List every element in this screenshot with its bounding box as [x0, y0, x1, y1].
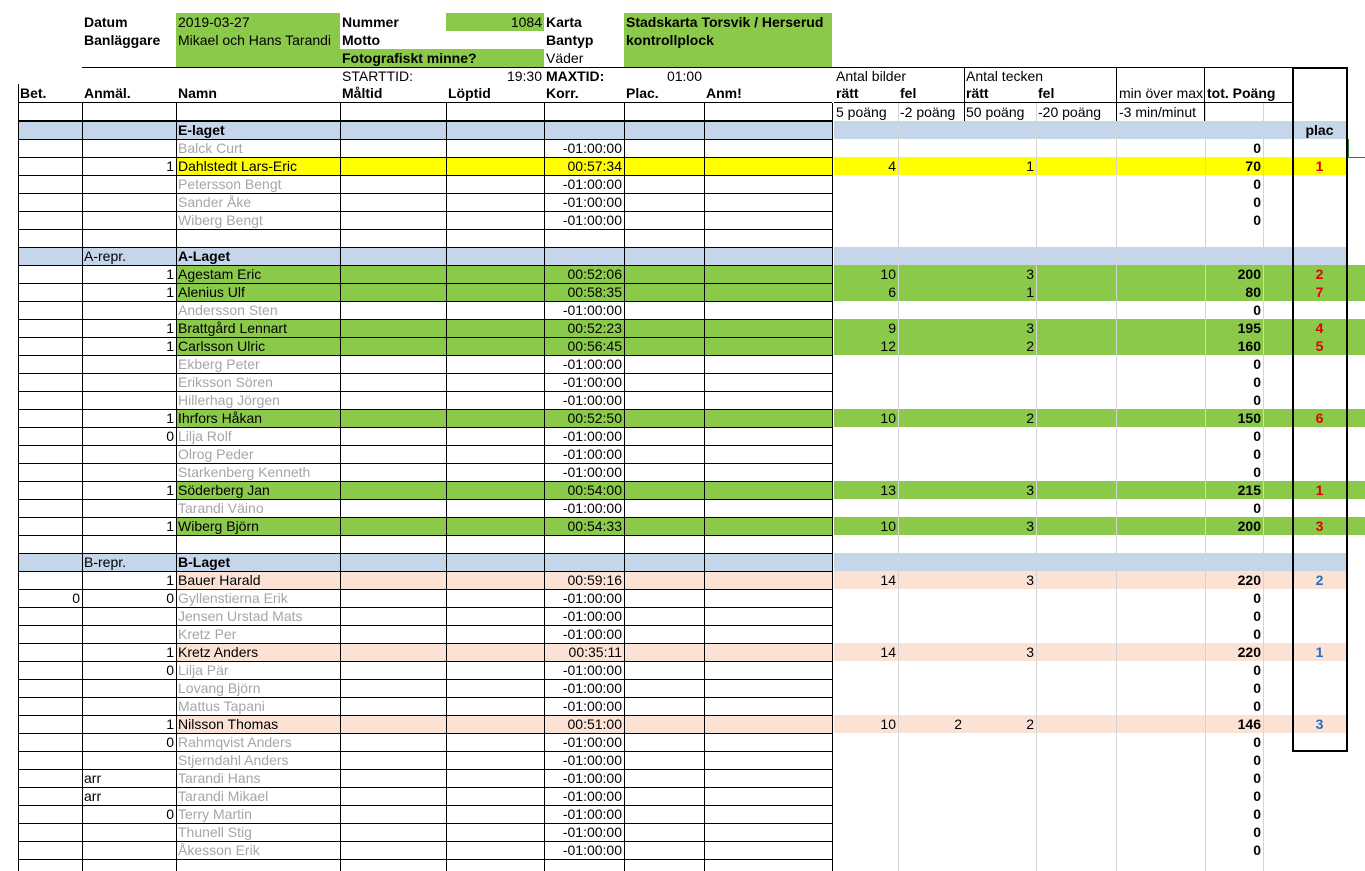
row-line [18, 805, 832, 806]
name-cell[interactable]: Kretz Per [178, 626, 237, 642]
anmal-cell[interactable]: 1 [166, 518, 174, 534]
right-col-line [1116, 121, 1117, 871]
points-min-over-max: -3 min/minut [1119, 104, 1197, 120]
plac-box-left [1292, 67, 1294, 751]
bet-cell[interactable]: arr [84, 788, 102, 804]
name-cell[interactable]: Tarandi Hans [178, 770, 261, 786]
tot-poang-cell[interactable]: 0 [1253, 140, 1261, 156]
row-highlight-right [834, 643, 1347, 661]
tot-poang-cell[interactable]: 150 [1237, 410, 1261, 426]
tot-poang-cell[interactable]: 0 [1253, 464, 1261, 480]
col-min-over-max: min över max [1119, 85, 1204, 101]
starttid-label: STARTTID: [342, 68, 414, 84]
col-tot-poang: tot. Poäng [1207, 85, 1276, 101]
row-line [18, 139, 832, 140]
name-cell[interactable]: Tarandi Mikael [178, 788, 269, 804]
tot-poang-cell[interactable]: 0 [1253, 806, 1261, 822]
korr-cell[interactable]: -01:00:00 [562, 806, 622, 822]
korr-cell[interactable]: -01:00:00 [562, 734, 622, 750]
bantyp-label: Bantyp [546, 32, 594, 48]
name-cell[interactable]: Gyllenstierna Erik [178, 590, 288, 606]
plac-cell[interactable]: 7 [1315, 284, 1324, 300]
row-line [18, 157, 832, 158]
row-line [18, 301, 832, 302]
korr-cell[interactable]: -01:00:00 [562, 770, 622, 786]
ratt-bilder-cell[interactable]: 9 [888, 320, 896, 336]
ratt-tecken-cell[interactable]: 2 [1026, 716, 1034, 732]
name-cell[interactable]: Åkesson Erik [178, 842, 260, 858]
col-line [704, 103, 705, 871]
team-name: E-laget [178, 122, 225, 138]
name-cell[interactable]: Rahmqvist Anders [178, 734, 292, 750]
korr-cell[interactable]: -01:00:00 [562, 392, 622, 408]
team-repr: B-repr. [84, 554, 127, 570]
korr-cell[interactable]: -01:00:00 [562, 464, 622, 480]
team-row-band-right [834, 247, 1347, 265]
name-cell[interactable]: Lilja Rolf [178, 428, 232, 444]
col-line [544, 103, 545, 871]
korr-cell[interactable]: 00:52:23 [567, 320, 622, 336]
row-line [18, 193, 832, 194]
korr-cell[interactable]: 00:35:11 [568, 644, 622, 660]
row-line [18, 751, 832, 752]
col-fel-bilder: fel [900, 85, 917, 101]
row-line [18, 211, 832, 212]
plac-cell[interactable]: 1 [1315, 644, 1324, 660]
anmal-cell[interactable]: 0 [166, 428, 174, 444]
vader-label: Väder [546, 50, 584, 66]
name-cell[interactable]: Petersson Bengt [178, 176, 282, 192]
plac-cell[interactable]: 3 [1315, 518, 1324, 534]
right-col-line [1036, 103, 1037, 871]
anmal-cell[interactable]: 0 [166, 806, 174, 822]
row-highlight-right [834, 265, 1365, 283]
ratt-bilder-cell[interactable]: 10 [880, 266, 896, 282]
plac-cell[interactable]: 6 [1315, 410, 1324, 426]
tot-poang-cell[interactable]: 0 [1253, 194, 1261, 210]
name-cell[interactable]: Starkenberg Kenneth [178, 464, 311, 480]
row-line [18, 355, 832, 356]
tot-poang-cell[interactable]: 0 [1253, 608, 1261, 624]
tot-poang-cell[interactable]: 0 [1253, 446, 1261, 462]
row-line [18, 337, 832, 338]
ratt-bilder-cell[interactable]: 12 [880, 338, 896, 354]
points-fel-bilder: -2 poäng [900, 104, 956, 120]
name-cell[interactable]: Kretz Anders [178, 644, 259, 660]
anmal-cell[interactable]: 1 [166, 284, 174, 300]
datum-label: Datum [84, 14, 128, 30]
motto-value[interactable]: Fotografiskt minne? [340, 49, 544, 67]
header-top-line [82, 67, 1292, 68]
plac-box-bottom [1292, 750, 1348, 752]
row-line [18, 859, 832, 860]
name-cell[interactable]: Alenius Ulf [178, 284, 245, 300]
tot-poang-cell[interactable]: 0 [1253, 590, 1261, 606]
korr-cell[interactable]: -01:00:00 [562, 842, 622, 858]
tot-poang-cell[interactable]: 0 [1253, 356, 1261, 372]
korr-cell[interactable]: 00:59:16 [567, 572, 622, 588]
row-line [18, 625, 832, 626]
korr-cell[interactable]: -01:00:00 [562, 752, 622, 768]
name-cell[interactable]: Eriksson Sören [178, 374, 273, 390]
korr-cell[interactable]: -01:00:00 [562, 140, 622, 156]
tot-poang-cell[interactable]: 0 [1253, 770, 1261, 786]
name-cell[interactable]: Terry Martin [178, 806, 252, 822]
right-header-line [1116, 67, 1117, 121]
name-cell[interactable]: Ekberg Peter [178, 356, 260, 372]
plac-cell[interactable]: 4 [1315, 320, 1324, 336]
tot-poang-cell[interactable]: 70 [1245, 158, 1261, 174]
korr-cell[interactable]: -01:00:00 [562, 824, 622, 840]
col-plac: Plac. [626, 85, 659, 101]
maxtid-value[interactable]: 01:00 [666, 68, 702, 84]
name-cell[interactable]: Brattgård Lennart [178, 320, 287, 336]
points-ratt-tecken: 50 poäng [966, 104, 1025, 120]
bet-cell[interactable]: arr [84, 770, 102, 786]
tot-poang-cell[interactable]: 0 [1253, 374, 1261, 390]
name-cell[interactable]: Jensen Urstad Mats [178, 608, 303, 624]
col-ratt-bilder: rätt [836, 85, 859, 101]
korr-cell[interactable]: 00:58:35 [567, 284, 622, 300]
name-cell[interactable]: Mattus Tapani [178, 698, 265, 714]
row-line [18, 733, 832, 734]
anmal-cell[interactable]: 1 [166, 644, 174, 660]
row-line [18, 319, 832, 320]
team-name: B-Laget [178, 554, 231, 570]
anmal-cell[interactable]: 0 [166, 734, 174, 750]
row-line [18, 265, 832, 266]
tot-poang-cell[interactable]: 220 [1237, 644, 1261, 660]
ratt-tecken-cell[interactable]: 3 [1026, 266, 1034, 282]
name-cell[interactable]: Thunell Stig [178, 824, 252, 840]
korr-cell[interactable]: -01:00:00 [562, 608, 622, 624]
banlaggare-value[interactable]: Mikael och Hans Tarandi [176, 31, 340, 67]
col-fel-tecken: fel [1038, 85, 1055, 101]
name-cell[interactable]: Ihrfors Håkan [178, 410, 263, 426]
name-cell[interactable]: Agestam Eric [178, 266, 262, 282]
team-repr: A-repr. [84, 248, 127, 264]
anmal-cell[interactable]: 0 [166, 662, 174, 678]
col-korr: Korr. [546, 85, 579, 101]
name-cell[interactable]: Sander Åke [178, 194, 252, 210]
team-repr [82, 121, 176, 139]
tot-poang-cell[interactable]: 0 [1253, 302, 1261, 318]
row-highlight-right [834, 571, 1347, 589]
ratt-bilder-cell[interactable]: 10 [880, 518, 896, 534]
plac-cell[interactable]: 3 [1315, 716, 1324, 732]
row-line [18, 769, 832, 770]
ratt-bilder-cell[interactable]: 14 [880, 644, 896, 660]
points-fel-tecken: -20 poäng [1038, 104, 1102, 120]
row-highlight-right [834, 337, 1365, 355]
col-anm: Anm! [706, 85, 742, 101]
right-col-line [1263, 103, 1264, 871]
plac-cell[interactable]: 2 [1315, 266, 1324, 282]
tot-poang-cell[interactable]: 0 [1253, 752, 1261, 768]
plac-cell[interactable]: 1 [1315, 482, 1324, 498]
row-line [18, 571, 832, 572]
motto-label: Motto [342, 32, 381, 48]
row-line [18, 517, 832, 518]
tot-poang-cell[interactable]: 80 [1245, 284, 1261, 300]
ratt-tecken-cell[interactable]: 1 [1026, 284, 1034, 300]
tot-poang-cell[interactable]: 215 [1237, 482, 1261, 498]
korr-cell[interactable]: -01:00:00 [562, 590, 622, 606]
row-line [18, 787, 832, 788]
ratt-tecken-cell[interactable]: 2 [1026, 410, 1034, 426]
col-maltid: Måltid [342, 85, 383, 101]
col-loptid: Löptid [448, 85, 491, 101]
name-cell[interactable]: Tarandi Väino [178, 500, 264, 516]
ratt-tecken-cell[interactable]: 3 [1026, 518, 1034, 534]
row-line [18, 661, 832, 662]
name-cell[interactable]: Dahlstedt Lars-Eric [178, 158, 298, 174]
datum-value[interactable]: 2019-03-27 [176, 13, 340, 31]
row-line [18, 607, 832, 608]
tot-poang-cell[interactable]: 0 [1253, 824, 1261, 840]
team-row-band-right [834, 121, 1347, 139]
row-line [18, 643, 832, 644]
tot-poang-cell[interactable]: 200 [1237, 266, 1261, 282]
row-highlight-right [834, 283, 1365, 301]
korr-cell[interactable]: -01:00:00 [562, 626, 622, 642]
korr-cell[interactable]: 00:54:00 [567, 482, 622, 498]
name-cell[interactable]: Carlsson Ulric [178, 338, 266, 354]
name-cell[interactable]: Stjerndahl Anders [178, 752, 289, 768]
plac-cell[interactable]: 2 [1315, 572, 1324, 588]
fel-bilder-cell[interactable]: 2 [954, 716, 962, 732]
banlaggare-label: Banläggare [84, 32, 161, 48]
anmal-cell[interactable]: 1 [166, 266, 174, 282]
korr-cell[interactable]: 00:54:33 [567, 518, 622, 534]
nummer-value[interactable]: 1084 [446, 13, 544, 31]
row-line [18, 445, 832, 446]
ratt-bilder-cell[interactable]: 10 [880, 410, 896, 426]
starttid-value[interactable]: 19:30 [506, 68, 542, 84]
tot-poang-cell[interactable]: 0 [1253, 500, 1261, 516]
row-line [18, 715, 832, 716]
karta-value[interactable]: Stadskarta Torsvik / Herserud [624, 13, 832, 31]
team-row-band-right [834, 553, 1347, 571]
row-line [18, 679, 832, 680]
right-header-line [1204, 67, 1205, 121]
korr-cell[interactable]: -01:00:00 [562, 212, 622, 228]
row-line [18, 499, 832, 500]
anmal-cell[interactable]: 1 [166, 158, 174, 174]
name-cell[interactable]: Lovang Björn [178, 680, 261, 696]
tot-poang-cell[interactable]: 160 [1237, 338, 1261, 354]
ratt-tecken-cell[interactable]: 3 [1026, 320, 1034, 336]
korr-cell[interactable]: 00:51:00 [567, 716, 622, 732]
right-header-line [964, 67, 965, 121]
tot-poang-cell[interactable]: 0 [1253, 428, 1261, 444]
ratt-tecken-cell[interactable]: 3 [1026, 482, 1034, 498]
antal-bilder-header: Antal bilder [836, 68, 907, 84]
tot-poang-cell[interactable]: 220 [1237, 572, 1261, 588]
tot-poang-cell[interactable]: 200 [1237, 518, 1261, 534]
name-cell[interactable]: Wiberg Björn [178, 518, 259, 534]
name-cell[interactable]: Balck Curt [178, 140, 243, 156]
anmal-cell[interactable]: 0 [166, 590, 174, 606]
row-line [18, 229, 832, 230]
korr-cell[interactable]: -01:00:00 [562, 788, 622, 804]
team-name: A-Laget [178, 248, 231, 264]
korr-cell[interactable]: -01:00:00 [562, 374, 622, 390]
selection-line [1348, 139, 1349, 157]
bantyp-value[interactable]: kontrollplock [624, 31, 832, 67]
right-col-line [1205, 103, 1206, 871]
plac-box-right [1346, 67, 1348, 751]
anmal-cell[interactable]: 1 [166, 338, 174, 354]
korr-cell[interactable]: 00:57:34 [567, 158, 622, 174]
col-namn: Namn [178, 85, 217, 101]
anmal-cell[interactable]: 1 [166, 410, 174, 426]
row-line [18, 589, 832, 590]
tot-poang-cell[interactable]: 0 [1253, 734, 1261, 750]
row-highlight-right [834, 481, 1365, 499]
ratt-bilder-cell[interactable]: 4 [888, 158, 896, 174]
col-line [446, 103, 447, 871]
row-line [18, 535, 832, 536]
plac-cell[interactable]: 5 [1315, 338, 1324, 354]
tot-poang-cell[interactable]: 195 [1237, 320, 1261, 336]
korr-cell[interactable]: 00:52:50 [567, 410, 622, 426]
plac-header: plac [1305, 122, 1334, 138]
header-line [18, 120, 832, 121]
name-cell[interactable]: Lilja Pär [178, 662, 229, 678]
row-highlight-right [834, 517, 1365, 535]
row-line [18, 391, 832, 392]
right-col-line [898, 103, 899, 871]
name-cell[interactable]: Hillerhag Jörgen [178, 392, 280, 408]
antal-tecken-header: Antal tecken [966, 68, 1044, 84]
korr-cell[interactable]: -01:00:00 [562, 176, 622, 192]
row-line [18, 697, 832, 698]
row-line [18, 481, 832, 482]
tot-poang-cell[interactable]: 146 [1237, 716, 1261, 732]
col-line [832, 103, 833, 871]
col-line [18, 84, 19, 871]
anmal-cell[interactable]: 1 [166, 482, 174, 498]
col-ratt-tecken: rätt [966, 85, 989, 101]
korr-cell[interactable]: -01:00:00 [562, 194, 622, 210]
bet-cell[interactable]: 0 [72, 590, 80, 606]
korr-cell[interactable]: 00:56:45 [567, 338, 622, 354]
row-line [18, 409, 832, 410]
tot-poang-cell[interactable]: 0 [1253, 626, 1261, 642]
row-line [18, 553, 832, 554]
row-line [18, 427, 832, 428]
row-line [18, 283, 832, 284]
korr-cell[interactable]: -01:00:00 [562, 302, 622, 318]
row-line [18, 247, 832, 248]
korr-cell[interactable]: -01:00:00 [562, 428, 622, 444]
maxtid-label: MAXTID: [546, 68, 605, 84]
ratt-bilder-cell[interactable]: 14 [880, 572, 896, 588]
ratt-tecken-cell[interactable]: 3 [1026, 572, 1034, 588]
row-line [18, 175, 832, 176]
row-line [18, 823, 832, 824]
col-line [624, 103, 625, 871]
row-line [18, 841, 832, 842]
name-cell[interactable]: Olrog Peder [178, 446, 254, 462]
korr-cell[interactable]: -01:00:00 [562, 500, 622, 516]
ratt-bilder-cell[interactable]: 6 [888, 284, 896, 300]
ratt-bilder-cell[interactable]: 10 [880, 716, 896, 732]
name-cell[interactable]: Bauer Harald [178, 572, 261, 588]
tot-poang-cell[interactable]: 0 [1253, 842, 1261, 858]
karta-label: Karta [546, 14, 582, 30]
tot-poang-cell[interactable]: 0 [1253, 392, 1261, 408]
selection-line [1348, 157, 1365, 158]
col-bet: Bet. [20, 85, 47, 101]
korr-cell[interactable]: 00:52:06 [567, 266, 622, 282]
right-header-line [834, 102, 1292, 103]
col-line [82, 103, 83, 871]
name-cell[interactable]: Nilsson Thomas [178, 716, 279, 732]
tot-poang-cell[interactable]: 0 [1253, 698, 1261, 714]
ratt-bilder-cell[interactable]: 13 [880, 482, 896, 498]
row-highlight-right [834, 409, 1365, 427]
tot-poang-cell[interactable]: 0 [1253, 212, 1261, 228]
plac-cell[interactable]: 1 [1315, 158, 1324, 174]
tot-poang-cell[interactable]: 0 [1253, 788, 1261, 804]
ratt-tecken-cell[interactable]: 3 [1026, 644, 1034, 660]
col-line [340, 103, 341, 871]
tot-poang-cell[interactable]: 0 [1253, 662, 1261, 678]
korr-cell[interactable]: -01:00:00 [562, 446, 622, 462]
tot-poang-cell[interactable]: 0 [1253, 176, 1261, 192]
name-cell[interactable]: Söderberg Jan [178, 482, 270, 498]
anmal-cell[interactable]: 1 [166, 716, 174, 732]
col-anmal: Anmäl. [84, 85, 131, 101]
anmal-cell[interactable]: 1 [166, 572, 174, 588]
plac-box-top [1292, 67, 1348, 69]
points-ratt-bilder: 5 poäng [836, 104, 887, 120]
nummer-label: Nummer [342, 14, 399, 30]
row-line [18, 373, 832, 374]
col-line [176, 103, 177, 871]
tot-poang-cell[interactable]: 0 [1253, 680, 1261, 696]
korr-cell[interactable]: -01:00:00 [562, 356, 622, 372]
row-line [18, 121, 832, 122]
header-line [18, 102, 832, 103]
ratt-tecken-cell[interactable]: 1 [1026, 158, 1034, 174]
ratt-tecken-cell[interactable]: 2 [1026, 338, 1034, 354]
korr-cell[interactable]: -01:00:00 [562, 680, 622, 696]
name-cell[interactable]: Andersson Sten [178, 302, 278, 318]
korr-cell[interactable]: -01:00:00 [562, 698, 622, 714]
row-highlight-right [834, 157, 1347, 175]
anmal-cell[interactable]: 1 [166, 320, 174, 336]
row-line [18, 463, 832, 464]
name-cell[interactable]: Wiberg Bengt [178, 212, 263, 228]
row-highlight-right [834, 319, 1365, 337]
korr-cell[interactable]: -01:00:00 [562, 662, 622, 678]
